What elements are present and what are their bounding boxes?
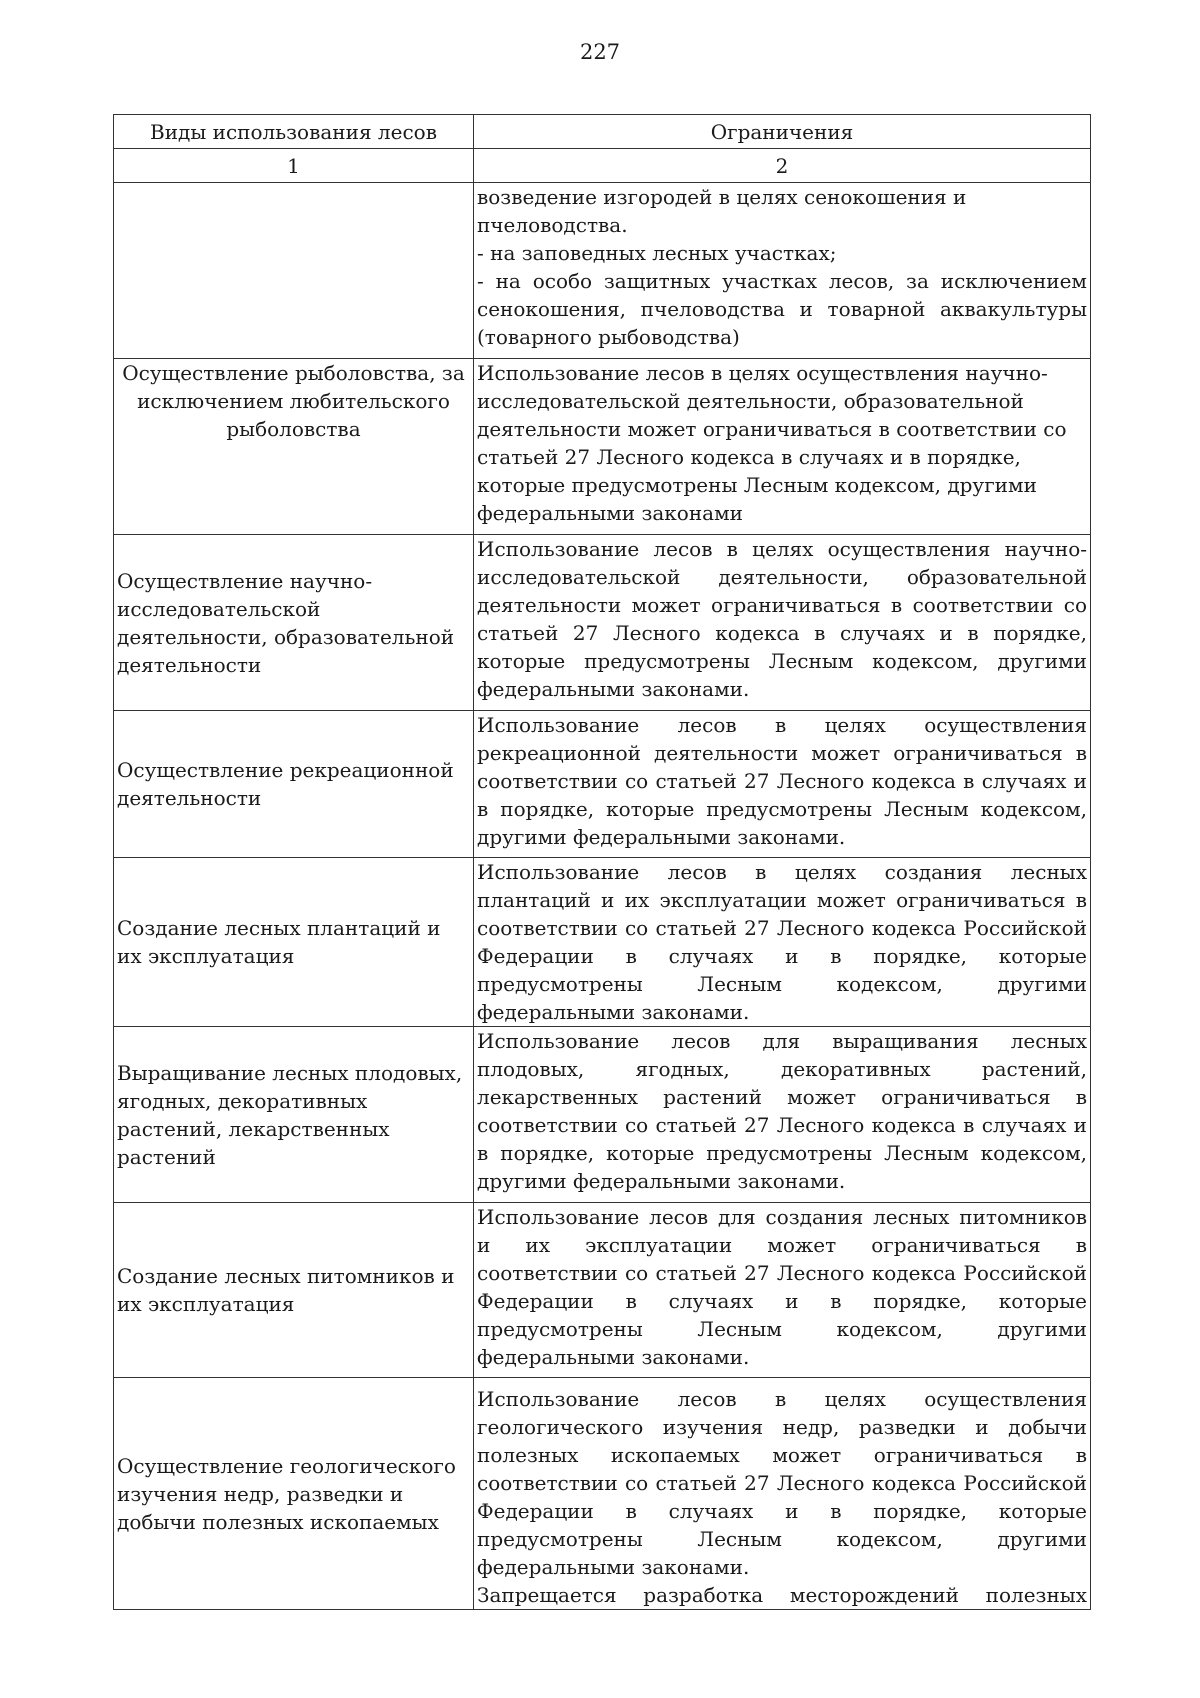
- column-number-row: [114, 149, 1091, 183]
- forest-use-type: Осуществление рыболовства, за исключением любительского рыболовства: [114, 359, 474, 535]
- restriction-paragraph: - на заповедных лесных участках;: [477, 241, 837, 265]
- restriction-paragraph: Использование лесов в целях осуществления научно-исследовательской деятельности, образовательной деятельности может ограничиваться в соответствии со статьей 27 Лесного кодекса в случаях и в порядке, которые предусмотрены Лесным кодексом, другими федеральными законами.: [477, 537, 1087, 701]
- table-row: [114, 1027, 1091, 1203]
- table-row: [114, 1378, 1091, 1610]
- restriction-paragraph: Использование лесов для создания лесных питомников и их эксплуатации может ограничиваться в соответствии со статьей 27 Лесного кодекса Российской Федерации в случаях и в порядке, которые предусмотрены Лесным кодексом, другими федеральными законами.: [477, 1205, 1087, 1369]
- column-number-1: 1: [114, 149, 474, 183]
- restriction-text: [474, 359, 1091, 535]
- restriction-paragraph: возведение изгородей в целях сенокошения и пчеловодства.: [477, 185, 967, 237]
- restriction-paragraph: Использование лесов для выращивания лесных плодовых, ягодных, декоративных растений, лекарственных растений может ограничиваться в соответствии со статьей 27 Лесного кодекса в случаях и в порядке, которые предусмотрены Лесным кодексом, другими федеральными законами.: [477, 1029, 1087, 1193]
- restriction-paragraph: Запрещается разработка месторождений полезных: [477, 1583, 1087, 1607]
- restriction-text: [474, 1203, 1091, 1378]
- restriction-text: [474, 1378, 1091, 1610]
- restriction-paragraph: Использование лесов в целях создания лесных плантаций и их эксплуатации может ограничиваться в соответствии со статьей 27 Лесного кодекса Российской Федерации в случаях и в порядке, которые предусмотрены Лесным кодексом, другими федеральными законами.: [477, 860, 1087, 1024]
- restriction-paragraph: - на особо защитных участках лесов, за исключением сенокошения, пчеловодства и товарной аквакультуры (товарного рыбоводства): [477, 269, 1087, 349]
- restriction-paragraph: Использование лесов в целях осуществления геологического изучения недр, разведки и добычи полезных ископаемых может ограничиваться в соответствии со статьей 27 Лесного кодекса Российской Федерации в случаях и в порядке, которые предусмотрены Лесным кодексом, другими федеральными законами.: [477, 1387, 1087, 1579]
- restrictions-table: [113, 114, 1091, 1610]
- restriction-text: [474, 183, 1091, 359]
- header-restrictions: Ограничения: [474, 115, 1091, 149]
- restriction-text: [474, 1027, 1091, 1203]
- forest-use-type: Создание лесных питомников и их эксплуатация: [114, 1203, 474, 1378]
- table-row: [114, 183, 1091, 359]
- column-number-2: 2: [474, 149, 1091, 183]
- restriction-paragraph: Использование лесов в целях осуществления рекреационной деятельности может ограничиваться в соответствии со статьей 27 Лесного кодекса в случаях и в порядке, которые предусмотрены Лесным кодексом, другими федеральными законами.: [477, 713, 1087, 849]
- restriction-paragraph: Использование лесов в целях осуществления научно-исследовательской деятельности, образовательной деятельности может ограничиваться в соответствии со статьей 27 Лесного кодекса в случаях и в порядке, которые предусмотрены Лесным кодексом, другими федеральными законами: [477, 361, 1067, 525]
- header-forest-use-types: Виды использования лесов: [114, 115, 474, 149]
- forest-use-type: Осуществление рекреационной деятельности: [114, 711, 474, 858]
- table-row: [114, 858, 1091, 1027]
- table-row: [114, 711, 1091, 858]
- forest-use-type: [114, 183, 474, 359]
- table-row: [114, 1203, 1091, 1378]
- restriction-text: [474, 535, 1091, 711]
- header-row: [114, 115, 1091, 149]
- page-number: 227: [579, 40, 621, 64]
- forest-use-type: Осуществление научно-исследовательской деятельности, образовательной деятельности: [114, 535, 474, 711]
- restriction-text: [474, 858, 1091, 1027]
- restriction-text: [474, 711, 1091, 858]
- table-row: [114, 359, 1091, 535]
- table-row: [114, 535, 1091, 711]
- forest-use-type: Создание лесных плантаций и их эксплуатация: [114, 858, 474, 1027]
- forest-use-type: Выращивание лесных плодовых, ягодных, декоративных растений, лекарственных растений: [114, 1027, 474, 1203]
- forest-use-type: Осуществление геологического изучения недр, разведки и добычи полезных ископаемых: [114, 1378, 474, 1610]
